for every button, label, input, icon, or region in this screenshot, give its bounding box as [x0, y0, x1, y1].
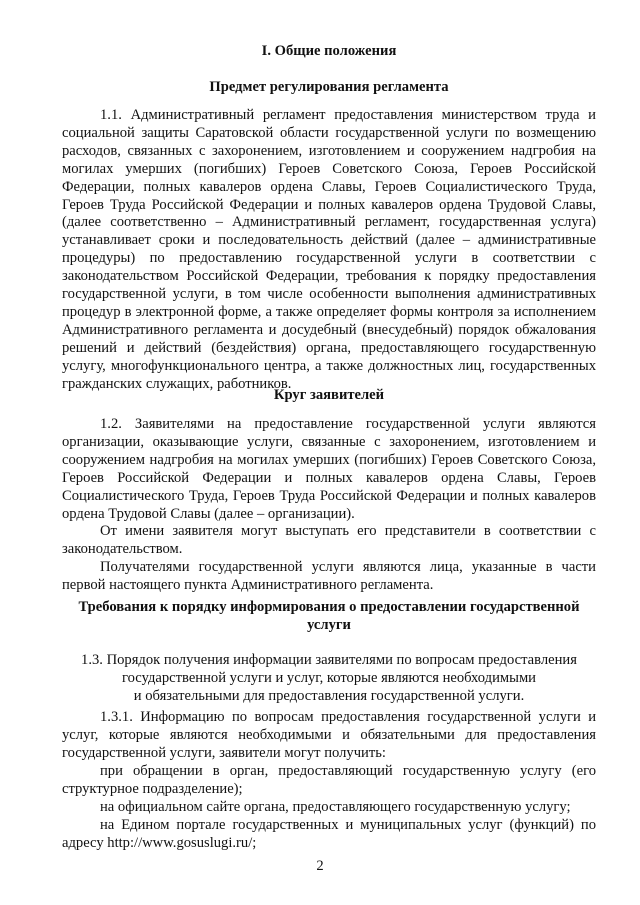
heading-subject: Предмет регулирования регламента [209, 79, 449, 95]
paragraph-recipients: Получателями государственной услуги являются лица, указанные в части первой настоящего пункта Административного регламента. [62, 559, 596, 593]
paragraph-1-1: 1.1. Административный регламент предоставления министерством труда и социальной защиты Саратовской области государственной услуги по возмещению расходов, связанных с захоронением, изготовлением и сооружением надгробия на могилах умерших (погибших) Героев Советского Союза, Героев Российской Федерации, полных кавалеров ордена Славы, Героев Социалистического Труда, Героев Труда Российской Федерации и полных кавалеров ордена Трудовой Славы, (далее соответственно – Административный регламент, государственная услуга) устанавливает сроки и последовательность действий (далее – административные процедуры) по предоставлению государственной услуги в соответствии с законодательством Российской Федерации, требования к порядку предоставления государственной услуги, в том числе особенности выполнения административных процедур в электронной форме, а также определяет формы контроля за исполнением Административного регламента и досудебный (внесудебный) порядок обжалования решений и действий (бездействия) органа, предоставляющего государственную услугу, многофункционального центра, а также должностных лиц, государственных гражданских служащих, работников. [62, 107, 596, 392]
page-number: 2 [316, 858, 324, 874]
section-title: I. Общие положения [261, 43, 397, 59]
paragraph-1-2: 1.2. Заявителями на предоставление государственной услуги являются организации, оказывающие услуги, связанные с захоронением, изготовлением и сооружением надгробия на могилах умерших (погибших) Героев Советского Союза, Героев Российской Федерации и полных кавалеров ордена Славы, Героев Социалистического Труда, Героев Труда Российской Федерации и полных кавалеров ордена Трудовой Славы (далее – организации). [62, 416, 596, 522]
list-item-portal: на Едином портале государственных и муниципальных услуг (функций) по адресу http://www.gosuslugi.ru/; [62, 817, 596, 851]
paragraph-representatives: От имени заявителя могут выступать его представители в соответствии с законодательством. [62, 523, 596, 557]
heading-requirements: Требования к порядку информирования о предоставлении государственной услуги [78, 599, 580, 633]
paragraph-1-3-1: 1.3.1. Информацию по вопросам предоставления государственной услуги и услуг, которые являются необходимыми и обязательными для предоставления государственной услуги, заявители могут получить: [62, 709, 596, 761]
paragraph-1-3-line: 1.3. Порядок получения информации заявителями по вопросам предоставления [81, 652, 577, 668]
paragraph-1-3-line: и обязательными для предоставления государственной услуги. [133, 687, 525, 704]
paragraph-1-3 [62, 652, 596, 706]
heading-applicants: Круг заявителей [273, 387, 385, 403]
list-item-website: на официальном сайте органа, предоставляющего государственную услугу; [100, 799, 571, 815]
paragraph-1-3-line: государственной услуги и услуг, которые являются необходимыми [122, 669, 536, 686]
list-item-office: при обращении в орган, предоставляющий государственную услугу (его структурное подразделение); [62, 763, 596, 797]
